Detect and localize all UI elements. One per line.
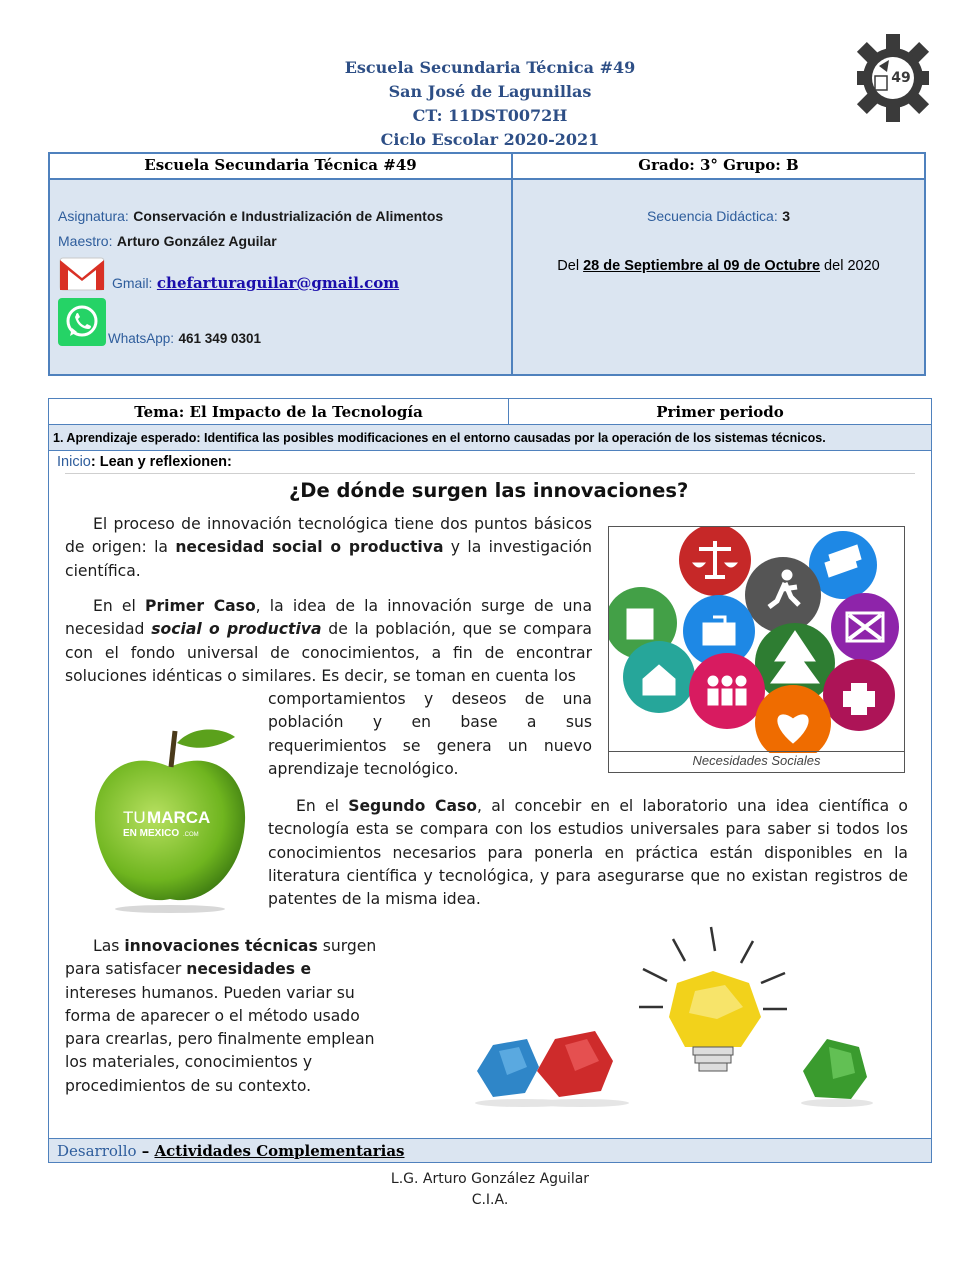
p4-bold: innovaciones técnicas [124, 937, 318, 955]
p3-text-a: En el [296, 797, 349, 815]
p4-text-c: surgen para satisfacer [65, 937, 377, 979]
reading-title: ¿De dónde surgen las innovaciones? [289, 479, 689, 502]
school-ct: CT: 11DST0072H [412, 106, 568, 125]
apple-brand-tu: TU [123, 808, 146, 827]
apple-brand-marca: MARCA [147, 808, 211, 827]
logo-number: 49 [891, 70, 911, 86]
gmail-label: Gmail: [112, 275, 153, 291]
paragraph-3 [268, 795, 908, 911]
start-text: : Lean y reflexionen: [90, 454, 232, 470]
sequence-value: 3 [782, 208, 790, 224]
school-gear-logo [857, 34, 929, 122]
start-cell [49, 451, 932, 1139]
p2-text-a: En el [93, 597, 146, 615]
p4-bold-2: necesidades e [186, 960, 312, 979]
apple-brand-suffix: .COM [183, 832, 199, 838]
expected-learning: 1. Aprendizaje esperado: Identifica las posibles modificaciones en el entorno causadas por la operación de los sistemas técnicos. [49, 425, 932, 451]
info-teacher-cell [49, 179, 512, 375]
footer-author: L.G. Arturo González Aguilar [390, 1171, 590, 1187]
paragraph-2 [65, 595, 592, 688]
apple-brand-mexico: EN MEXICO [123, 828, 180, 839]
social-needs-figure [608, 526, 905, 773]
document-footer [0, 1169, 980, 1211]
period-cell: Primer periodo [509, 399, 932, 425]
whatsapp-icon [58, 298, 106, 346]
p4-text-a: Las [93, 937, 125, 955]
divider [65, 473, 915, 474]
school-cycle: Ciclo Escolar 2020-2021 [380, 130, 600, 149]
p2-text-c: , la idea de la innovación surge de una necesidad [65, 597, 592, 639]
needs-icons-cluster [609, 527, 903, 753]
footer-org: C.I.A. [471, 1192, 509, 1208]
reading-content [49, 451, 929, 1139]
crumpled-paper-lightbulb-image [463, 921, 873, 1111]
whatsapp-label: WhatsApp: [108, 331, 175, 346]
school-name: Escuela Secundaria Técnica #49 [344, 58, 636, 77]
caption-divider [609, 751, 904, 752]
p1-bold: necesidad social o productiva [175, 538, 444, 557]
p1-text-c: y la investigación científica. [65, 538, 592, 580]
info-grade-cell: Grado: 3° Grupo: B [512, 153, 925, 179]
p4-text-e: intereses humanos. Pueden variar su forma de aparecer o el método usado para crearlas, pero finalmente emplean los materiales, conocimientos y procedimientos de su contexto. [65, 983, 375, 1095]
gmail-link[interactable]: chefarturaguilar@gmail.com [156, 274, 400, 292]
whatsapp-value: 461 349 0301 [178, 331, 262, 346]
teacher-value: Arturo González Aguilar [116, 233, 277, 249]
date-suffix: del 2020 [820, 258, 880, 274]
p2-text-e: de la población, que se compara con el fondo universal de conocimientos, a fin de encontrar soluciones idénticas o similares. Es decir, se toman en cuenta los [65, 620, 592, 685]
paragraph-4 [65, 935, 385, 1098]
topic-cell: Tema: El Impacto de la Tecnología [49, 399, 509, 425]
start-label: Inicio [57, 454, 91, 470]
development-dash: – [136, 1141, 155, 1160]
info-sequence-cell [512, 179, 925, 375]
p1-text-a: El proceso de innovación tecnológica tiene dos puntos básicos de origen: la [65, 515, 592, 557]
subject-value: Conservación e Industrialización de Alimentos [133, 208, 444, 224]
figure-caption: Necesidades Sociales [692, 753, 821, 768]
p3-text-c: , al concebir en el laboratorio una idea científica o tecnología esta se compara con los estudios universales para saber si todos los conocimientos necesarios para ponerla en práctica están disponibles en la literatura científica y tecnológica, y para asegurarse que no existan registros de patentes de la misma idea. [268, 797, 908, 909]
sequence-label: Secuencia Didáctica: [647, 208, 778, 224]
subject-label: Asignatura: [58, 208, 129, 224]
p2-bold-italic: social o productiva [151, 620, 322, 639]
document-header [0, 56, 980, 152]
development-cell [49, 1139, 932, 1163]
green-apple-image [85, 723, 255, 913]
school-town: San José de Lagunillas [388, 82, 592, 101]
development-text: Actividades Complementarias [154, 1141, 405, 1160]
info-table [48, 152, 926, 376]
lesson-table [48, 398, 932, 1163]
date-range: 28 de Septiembre al 09 de Octubre [583, 258, 821, 274]
date-prefix: Del [557, 258, 584, 274]
p2-bold: Primer Caso [145, 597, 256, 615]
p3-bold: Segundo Caso [348, 797, 478, 815]
development-label: Desarrollo [57, 1141, 137, 1160]
info-school-cell: Escuela Secundaria Técnica #49 [49, 153, 512, 179]
teacher-label: Maestro: [58, 233, 113, 249]
paragraph-2-cont: comportamientos y deseos de una población y en base a sus requerimientos se genera un nuevo aprendizaje tecnológico. [268, 690, 592, 778]
paragraph-1 [65, 513, 592, 583]
gmail-icon [58, 256, 106, 292]
